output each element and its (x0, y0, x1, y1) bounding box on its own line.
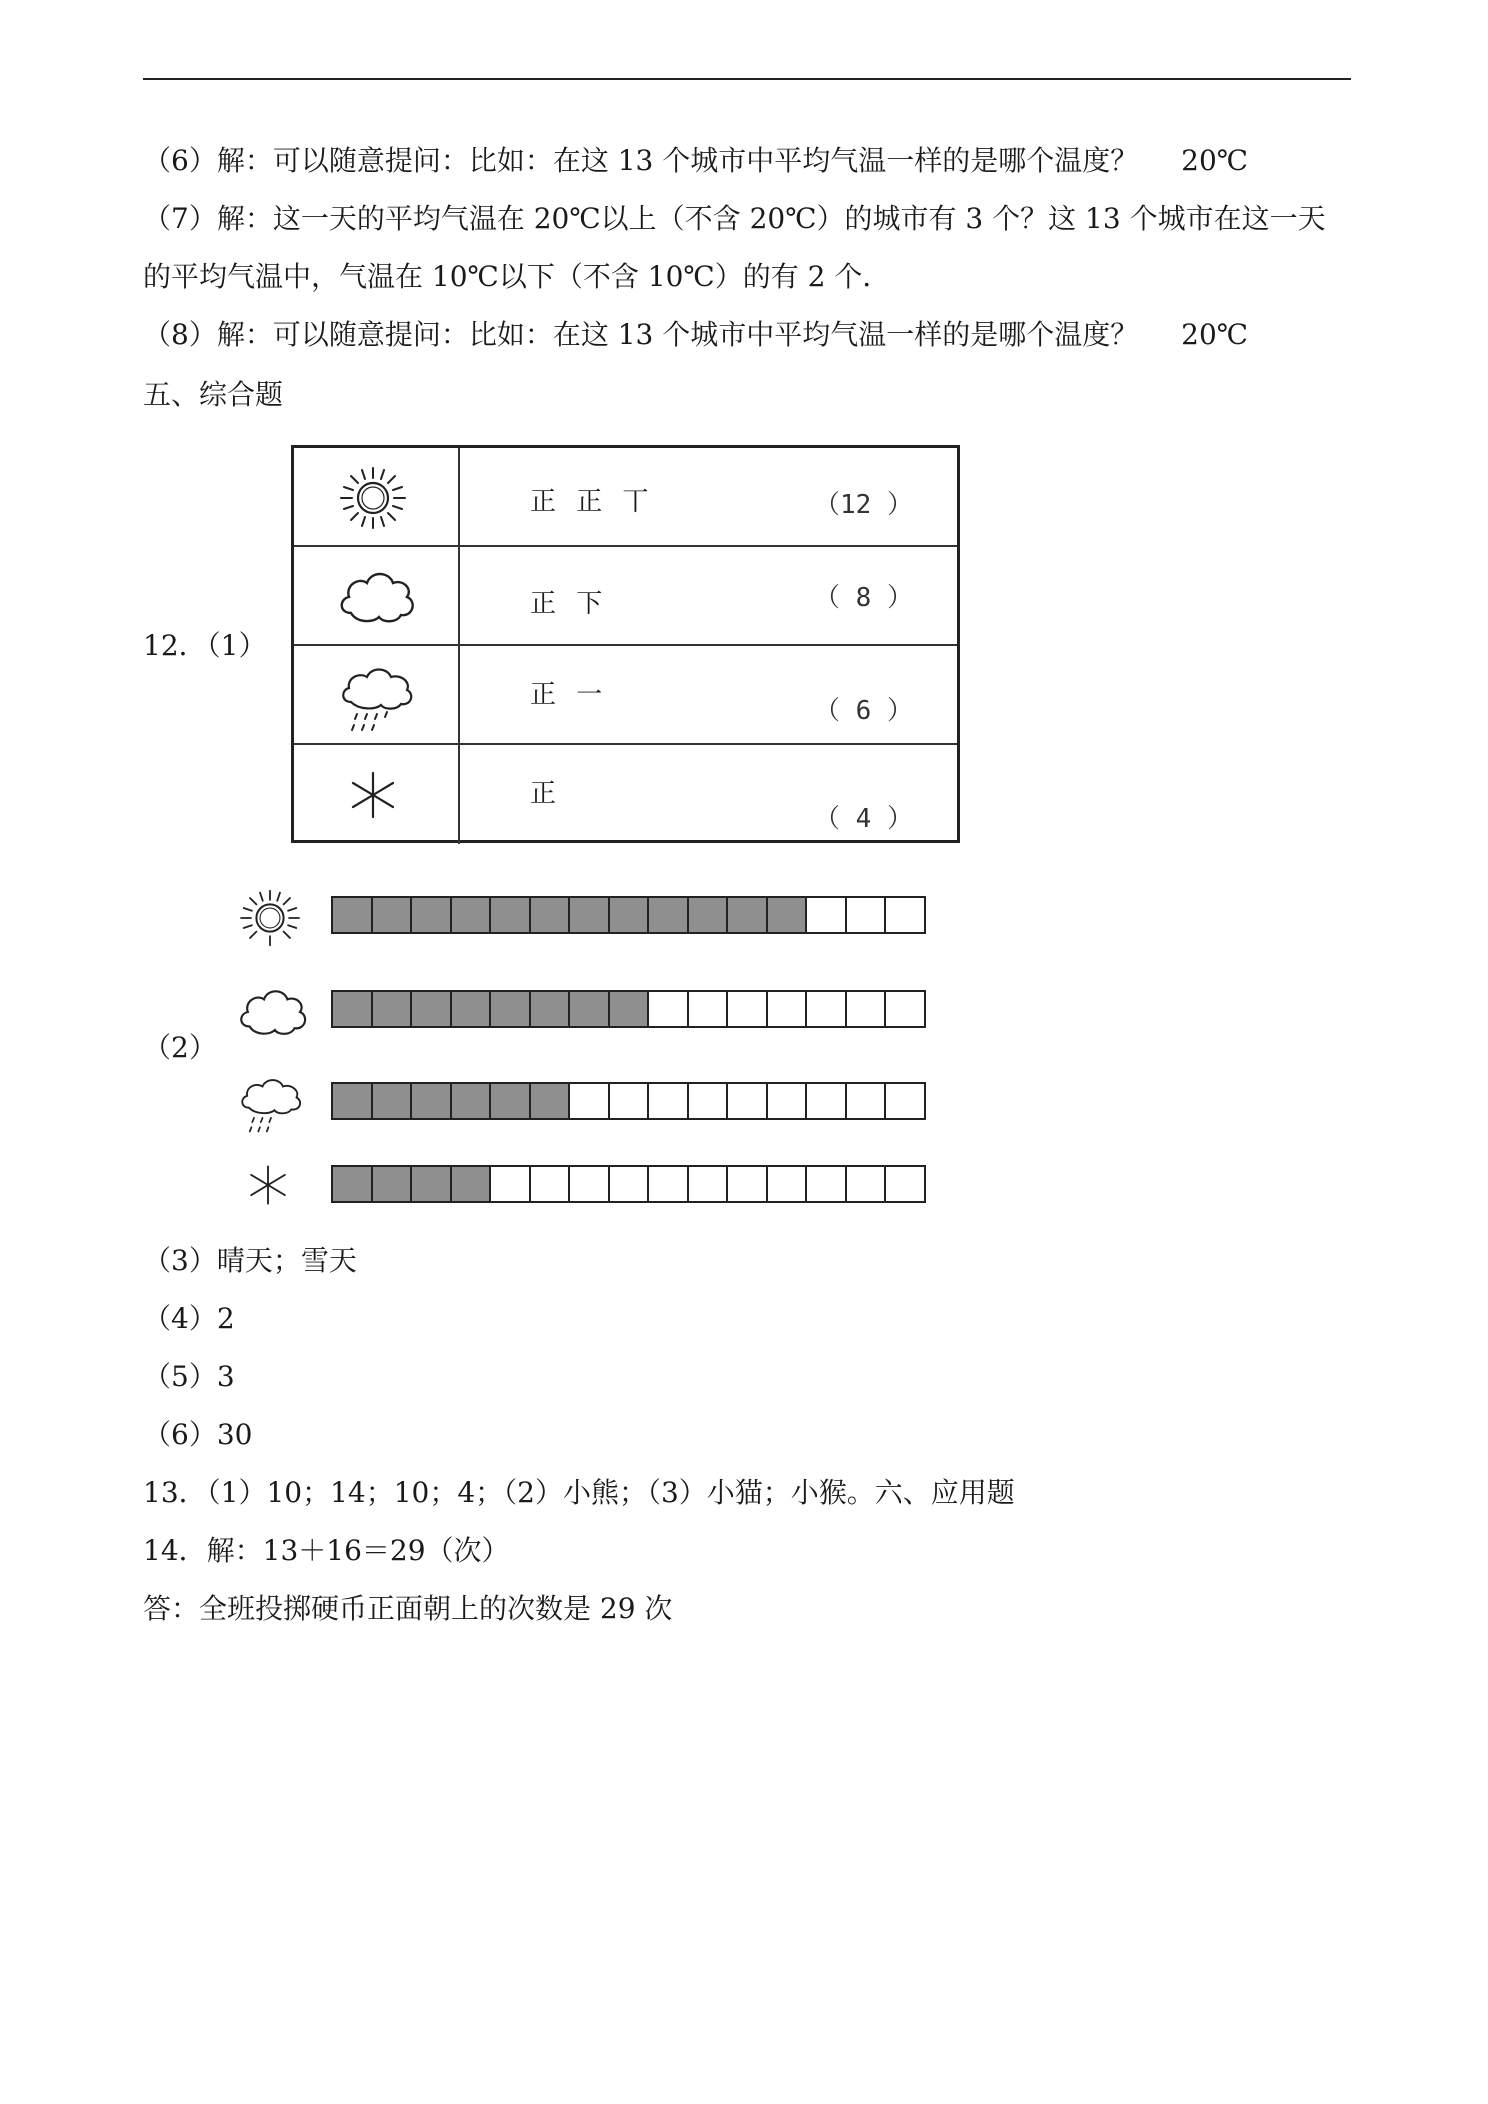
answer-value: 20℃ (1181, 318, 1249, 351)
bar-cell-empty (531, 1165, 571, 1203)
bar-cell-empty (728, 990, 768, 1028)
bar-cell-filled (373, 990, 413, 1028)
rain-cloud-icon (237, 1075, 305, 1137)
bar-cell-filled (491, 896, 531, 934)
bar-cell-filled (531, 990, 571, 1028)
tally-marks: 正 下 (530, 589, 609, 619)
answer-text: （6）解：可以随意提问：比如：在这 13 个城市中平均气温一样的是哪个温度？ (143, 144, 1139, 177)
tally-marks: 正 一 (530, 680, 609, 710)
answer-12-4: （4）2 (143, 1302, 235, 1335)
tally-table (291, 445, 960, 843)
tally-count: （ 6 ） (814, 696, 913, 726)
bar-cell-empty (570, 1082, 610, 1120)
bar-cell-empty (847, 896, 887, 934)
bar-cell-empty (689, 990, 729, 1028)
bar-cell-filled (531, 1082, 571, 1120)
bar-cell-empty (847, 1165, 887, 1203)
answer-12-3: （3）晴天；雪天 (143, 1244, 357, 1277)
tally-row-snowy (294, 745, 957, 844)
bar-cell-empty (847, 1082, 887, 1120)
bar-cells (331, 1082, 926, 1120)
bar-cell-filled (373, 1165, 413, 1203)
bar-cell-empty (886, 1165, 926, 1203)
bar-cells (331, 1165, 926, 1203)
bar-cell-filled (531, 896, 571, 934)
bar-cell-empty (649, 990, 689, 1028)
bar-cell-filled (452, 1082, 492, 1120)
answer-line-7b: 的平均气温中，气温在 10℃以下（不含 10℃）的有 2 个． (143, 260, 891, 293)
tally-icon-cell (294, 745, 460, 844)
bar-cell-filled (570, 896, 610, 934)
bar-cell-empty (649, 1165, 689, 1203)
bar-cell-empty (649, 1082, 689, 1120)
bar-cell-empty (728, 1165, 768, 1203)
bar-cell-filled (452, 896, 492, 934)
bar-cell-empty (807, 896, 847, 934)
answer-14: 14．解：13＋16＝29（次） (143, 1534, 510, 1567)
bar-cell-filled (333, 1082, 373, 1120)
question-12-part2-label: （2） (143, 1031, 217, 1064)
bar-cell-filled (728, 896, 768, 934)
bar-cell-filled (412, 896, 452, 934)
bar-cell-filled (610, 896, 650, 934)
bar-cell-empty (491, 1165, 531, 1203)
bar-cell-empty (689, 1082, 729, 1120)
bar-cell-empty (728, 1082, 768, 1120)
tally-count: （ 8 ） (814, 583, 913, 613)
bar-cell-empty (807, 1082, 847, 1120)
bar-cell-filled (333, 1165, 373, 1203)
bar-cell-filled (491, 990, 531, 1028)
bar-cells (331, 990, 926, 1028)
question-12-label: 12．（1） (143, 629, 267, 662)
section-heading: 五、综合题 (143, 378, 284, 411)
bar-cell-filled (333, 990, 373, 1028)
bar-cell-empty (570, 1165, 610, 1203)
answer-line-7a: （7）解：这一天的平均气温在 20℃以上（不含 20℃）的城市有 3 个？这 13 个城市在这一天 (143, 202, 1326, 235)
bar-cell-empty (768, 1165, 808, 1203)
header-rule (143, 78, 1351, 80)
bar-cell-filled (491, 1082, 531, 1120)
bar-cell-empty (768, 1082, 808, 1120)
tally-icon-cell (294, 547, 460, 644)
answer-text: （8）解：可以随意提问：比如：在这 13 个城市中平均气温一样的是哪个温度？ (143, 318, 1139, 351)
bar-cell-filled (373, 896, 413, 934)
snowflake-icon (237, 1158, 299, 1212)
bar-cell-filled (768, 896, 808, 934)
tally-count: （12 ） (814, 490, 913, 520)
bar-cell-empty (886, 1082, 926, 1120)
snowflake-icon (337, 763, 409, 827)
answer-14-conclusion: 答：全班投掷硬币正面朝上的次数是 29 次 (143, 1592, 673, 1625)
tally-row-cloudy (294, 547, 957, 646)
bar-cell-empty (610, 1082, 650, 1120)
bar-cell-empty (886, 896, 926, 934)
tally-row-rainy (294, 646, 957, 745)
answer-13: 13．（1）10；14；10；4；（2）小熊；（3）小猫；小猴。六、应用题 (143, 1476, 1015, 1509)
tally-icon-cell (294, 646, 460, 743)
bar-cell-filled (452, 1165, 492, 1203)
bar-cell-empty (847, 990, 887, 1028)
answer-line-6 (143, 143, 1248, 179)
cloud-icon (337, 565, 417, 629)
bar-cell-filled (412, 1082, 452, 1120)
tally-marks: 正 (530, 779, 563, 809)
bar-cell-empty (610, 1165, 650, 1203)
answer-12-6: （6）30 (143, 1418, 253, 1451)
rain-cloud-icon (337, 664, 417, 736)
cloud-icon (237, 983, 309, 1041)
bar-cell-filled (570, 990, 610, 1028)
bar-cell-empty (807, 1165, 847, 1203)
bar-cell-empty (807, 990, 847, 1028)
sun-icon (337, 466, 409, 530)
answer-value: 20℃ (1181, 144, 1249, 177)
bar-cell-filled (610, 990, 650, 1028)
bar-cell-empty (689, 1165, 729, 1203)
bar-cell-filled (412, 1165, 452, 1203)
answer-line-8 (143, 317, 1248, 353)
answer-12-5: （5）3 (143, 1360, 235, 1393)
bar-cell-filled (649, 896, 689, 934)
bar-cell-filled (333, 896, 373, 934)
bar-cell-filled (689, 896, 729, 934)
bar-cell-filled (373, 1082, 413, 1120)
bar-cell-empty (768, 990, 808, 1028)
tally-row-sunny (294, 448, 957, 547)
tally-count: （ 4 ） (814, 804, 913, 834)
tally-icon-cell (294, 448, 460, 545)
bar-cells (331, 896, 926, 934)
bar-cell-filled (412, 990, 452, 1028)
sun-icon (237, 889, 303, 947)
tally-marks: 正 正 丅 (530, 487, 655, 517)
bar-cell-empty (886, 990, 926, 1028)
bar-cell-filled (452, 990, 492, 1028)
